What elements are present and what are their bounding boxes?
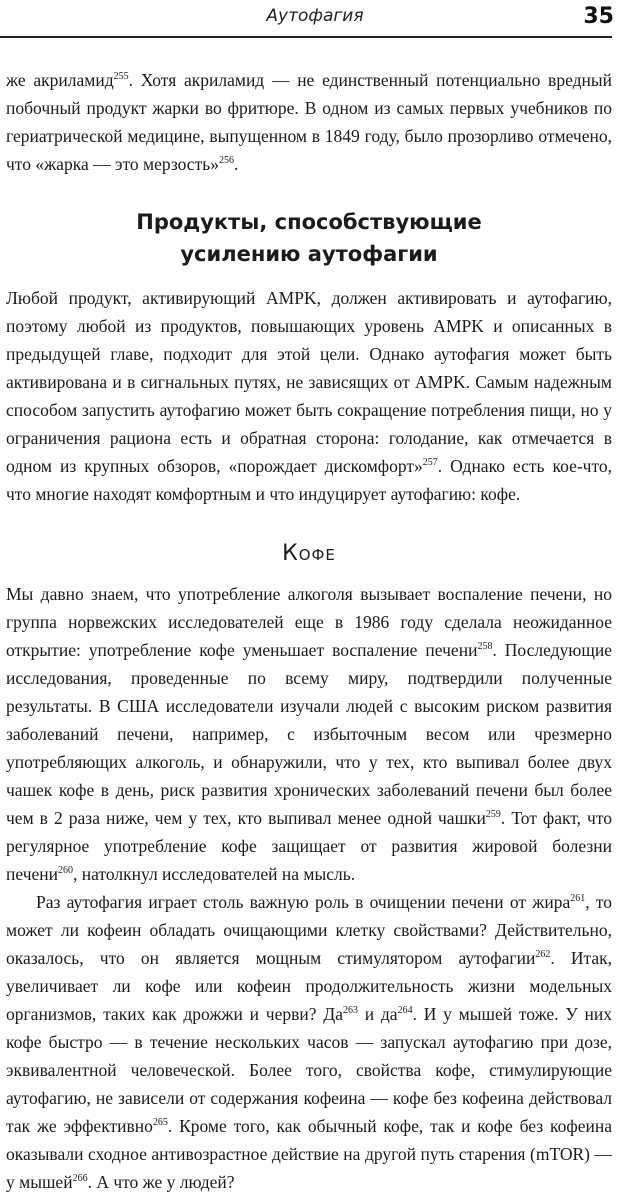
page-header [0,0,630,44]
paragraph-text: . А что же у людей? [87,1172,235,1192]
footnote-ref-257: 257 [422,457,438,468]
paragraph-text: . Тот факт, что регулярное употребление кофе защищает от развития жировой болезни печени [6,808,613,884]
footnote-ref-255: 255 [113,71,129,82]
paragraph-text: . Однако есть кое-что, что многие находят комфортным и что индуцирует аутофагию: кофе. [6,456,613,504]
footnote-ref-256: 256 [218,155,234,166]
paragraph-text: Раз аутофагия играет столь важную роль в очищении печени от жира [36,892,571,912]
paragraph-text: Мы давно знаем, что употребление алкоголя вызывает воспаление печени, но группа норвежских исследователей еще в 1986 году сделала неожиданное открытие: употребление кофе уменьшает воспаление печени [6,584,612,660]
subsection-heading: Кофе [282,541,336,566]
footnote-ref-260: 260 [58,865,73,876]
running-title: Аутофагия [266,6,364,26]
paragraph-text: . Кроме того, как обычный кофе, так и кофе без кофеина оказывали сходное антивозрастное действие на другой путь старения (mTOR) — у мышей [6,1116,612,1192]
header-rule [0,36,612,38]
paragraph-text: и да [357,1004,398,1024]
paragraph-intro [6,66,612,178]
body-text [6,66,612,1196]
footnote-ref-261: 261 [570,893,586,904]
footnote-ref-258: 258 [477,641,493,652]
footnote-ref-264: 264 [397,1005,413,1016]
footnote-ref-259: 259 [485,809,501,820]
footnote-ref-262: 262 [535,949,551,960]
paragraph-text: . Последующие исследования, проведенные по всему миру, подтвердили полученные результаты. В США исследователи изучали людей с высоким риском развития заболеваний печени, например, с избыточным весом или чрезмерно употребляющих алкоголь, и обнаружили, что у тех, кто выпивал более двух чашек кофе в день, риск развития хронических заболеваний печени был более чем в 2 раза ниже, чем у тех, кто выпивал менее одной чашки [6,640,612,828]
page-number: 35 [583,4,614,29]
section-heading-line-2: усилению аутофагии [180,242,438,266]
paragraph-text: , натолкнул исследователей на мысль. [73,864,356,884]
paragraph-autophagy-foods [6,284,612,508]
paragraph-coffee-1 [6,580,612,888]
paragraph-coffee-2 [6,888,612,1196]
footnote-ref-266: 266 [72,1173,88,1184]
paragraph-text: Любой продукт, активирующий AMPK, должен активировать и аутофагию, поэтому любой из продуктов, повышающих уровень AMPK и описанных в предыдущей главе, подходит для этой цели. Однако аутофагия может быть активирована и в сигнальных путях, не зависящих от AMPK. Самым надежным способом запустить аутофагию может быть сокращение потребления пищи, но у ограничения рациона есть и обратная сторона: голодание, как отмечается в одном из крупных обзоров, «порождает дискомфорт» [6,288,612,476]
section-heading-line-1: Продукты, способствующие [136,210,482,234]
paragraph-text: , то может ли кофеин обладать очищающими клетку свойствами? Действительно, оказалось, что он является мощным стимулятором аутофагии [6,892,612,968]
footnote-ref-263: 263 [342,1005,358,1016]
paragraph-text: . Хотя акриламид — не единственный потенциально вредный побочный продукт жарки во фритюре. В одном из самых первых учебников по гериатрической медицине, выпущенном в 1849 году, было прозорливо отмечено, что «жарка — это мерзость» [6,70,613,174]
paragraph-text: . И у мышей тоже. У них кофе быстро — в течение нескольких часов — запускал аутофагию при дозе, эквивалентной человеческой. Более того, свойства кофе, стимулирующие аутофагию, не зависели от содержания кофеина — кофе без кофеина действовал так же эффективно [6,1004,612,1136]
paragraph-text: . [233,154,239,174]
footnote-ref-265: 265 [152,1117,168,1128]
section-heading [6,206,612,270]
paragraph-text: . Итак, увеличивает ли кофе или кофеин продолжительность жизни модельных организмов, таких как дрожжи и черви? Да [6,948,612,1024]
paragraph-text: же акриламид [6,70,114,90]
